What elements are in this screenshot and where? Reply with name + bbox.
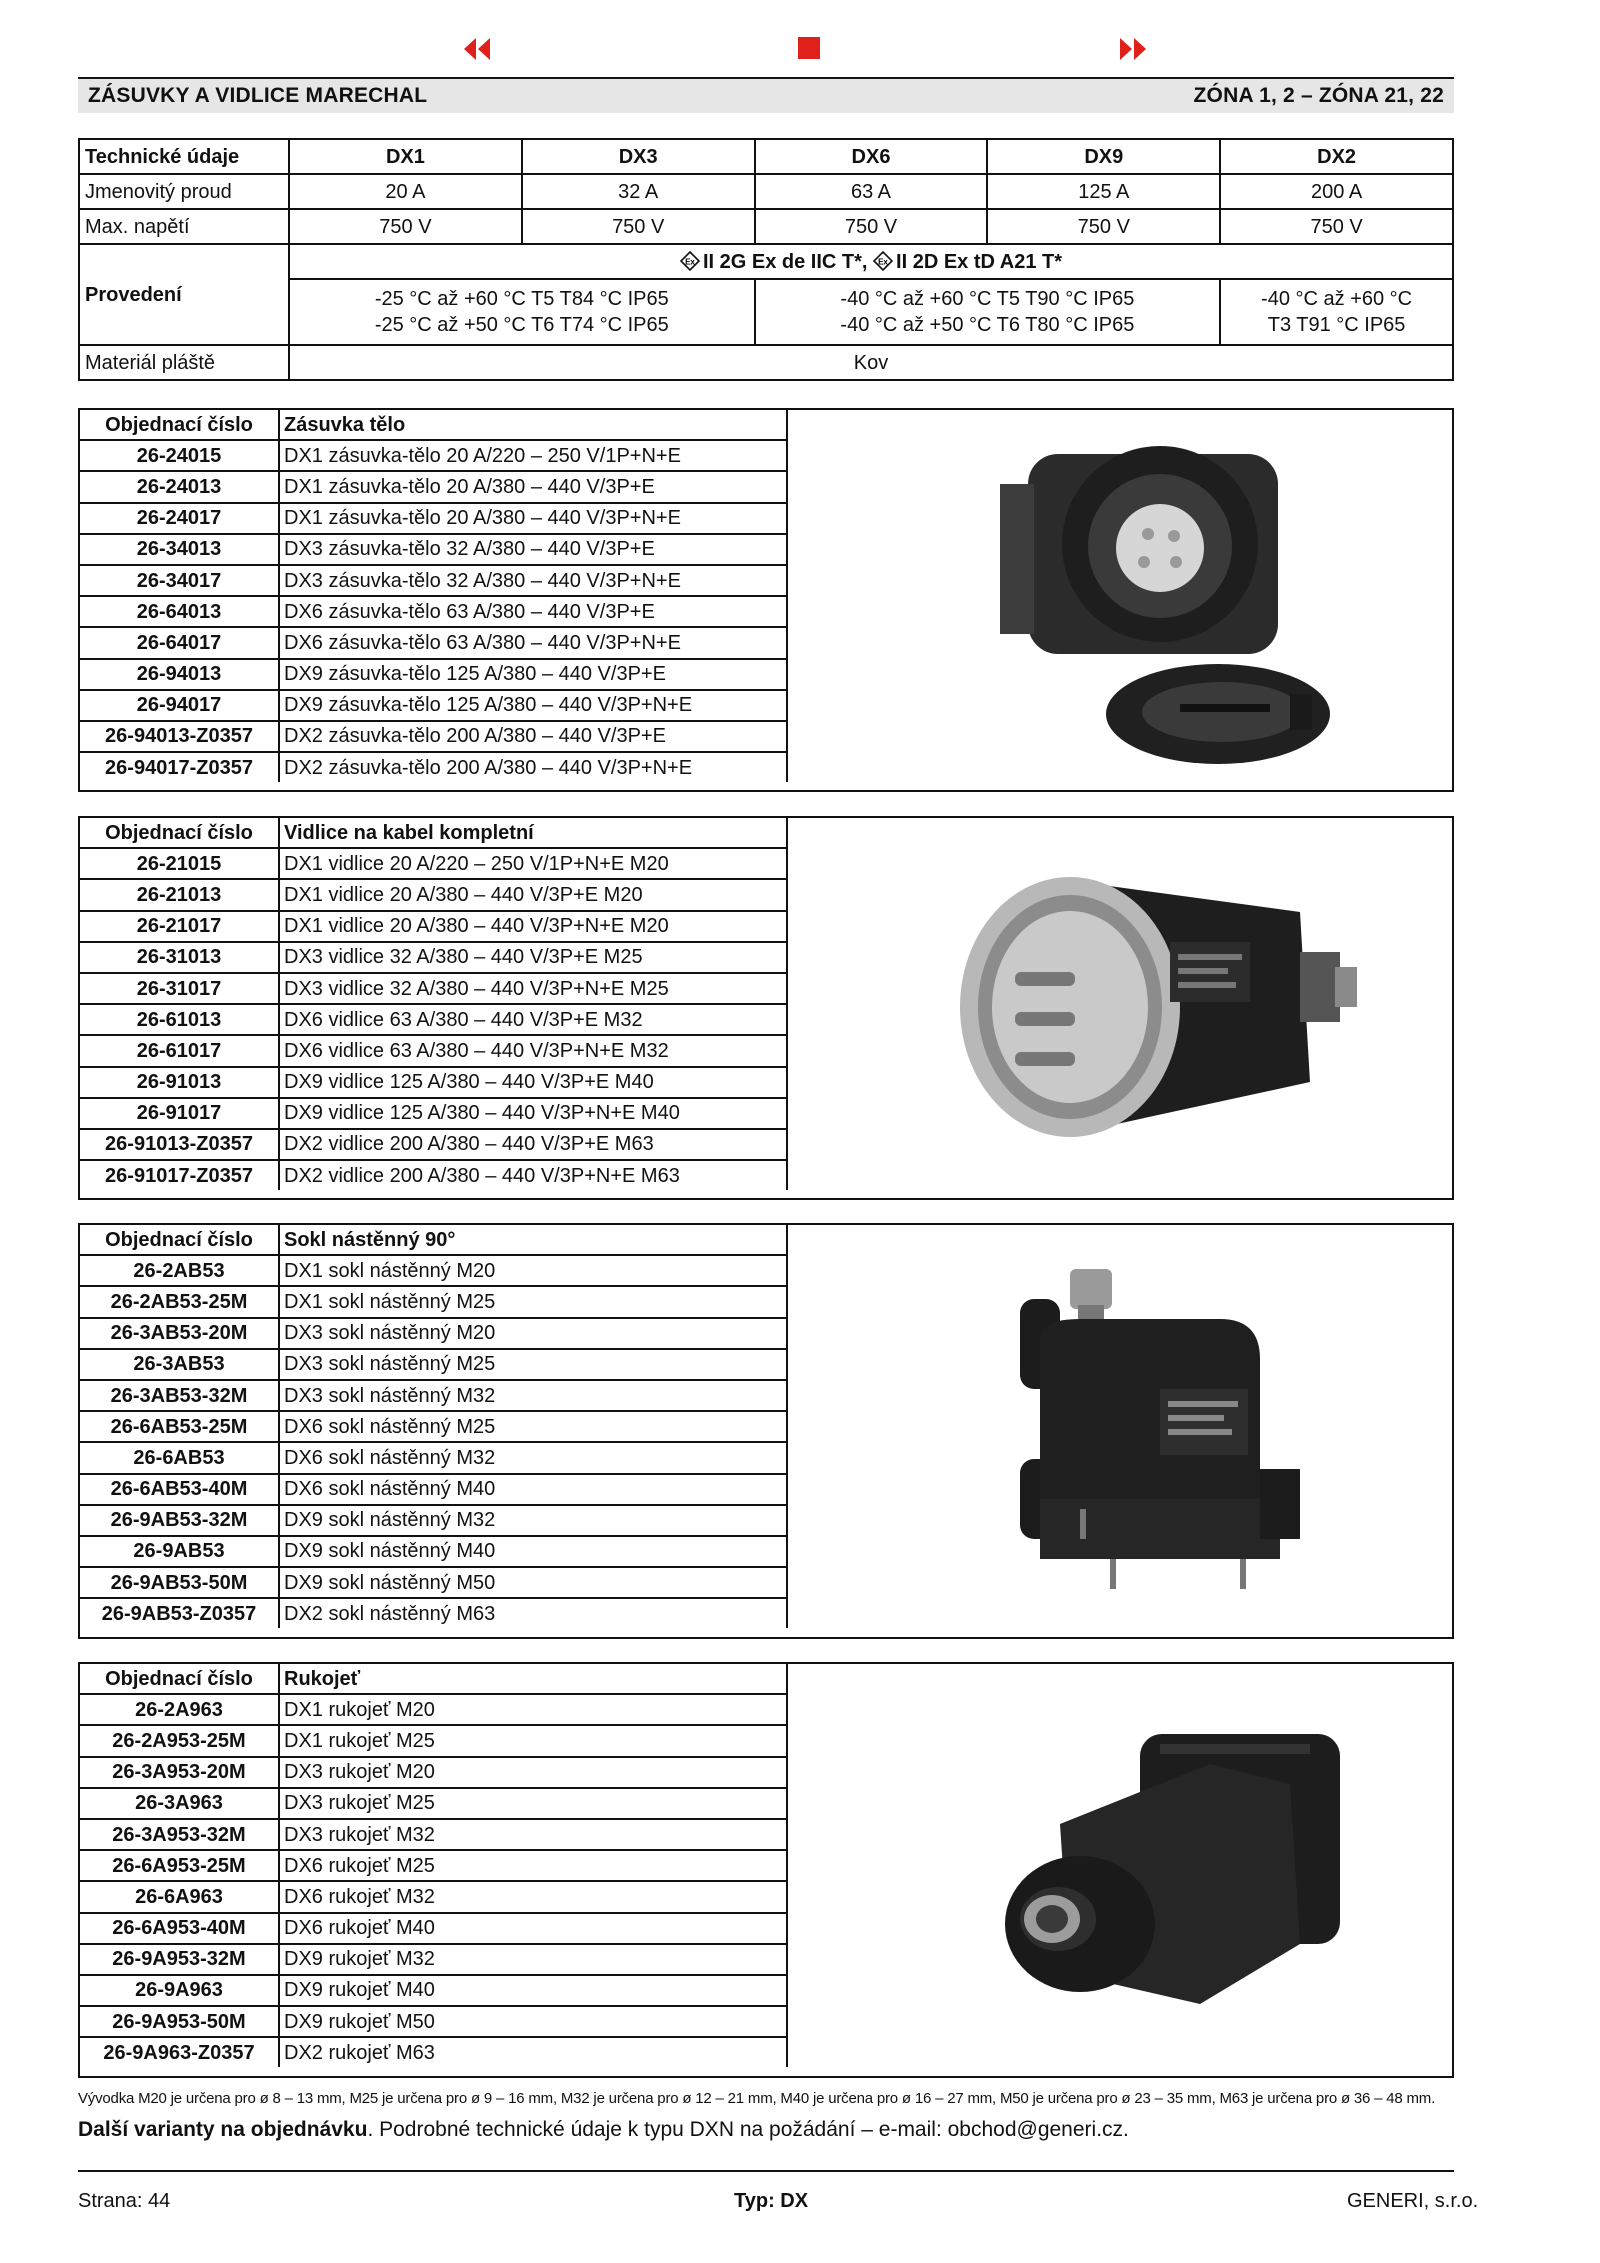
table-row xyxy=(80,1318,787,1349)
table-row xyxy=(80,1819,787,1850)
type-dx3: DX3 xyxy=(522,139,755,174)
order-code: 26-9AB53-32M xyxy=(80,1505,279,1536)
section-title-bar xyxy=(78,77,1454,113)
product-desc: DX1 sokl nástěnný M20 xyxy=(279,1255,787,1286)
type-dx6: DX6 xyxy=(755,139,988,174)
table-row xyxy=(80,1255,787,1286)
table-row xyxy=(80,721,787,752)
design-dx6-dx9 xyxy=(755,279,1221,345)
design-line: -40 °C až +60 °C T5 T90 °C IP65 xyxy=(840,288,1135,310)
product-desc: DX1 sokl nástěnný M25 xyxy=(279,1286,787,1317)
table-row xyxy=(80,1913,787,1944)
footer-company: GENERI, s.r.o. xyxy=(1347,2190,1479,2212)
order-code: 26-64017 xyxy=(80,627,279,658)
table-row xyxy=(80,1286,787,1317)
product-desc: DX2 vidlice 200 A/380 – 440 V/3P+E M63 xyxy=(279,1129,787,1160)
product-desc: DX2 vidlice 200 A/380 – 440 V/3P+N+E M63 xyxy=(279,1160,787,1190)
product-desc: DX6 sokl nástěnný M40 xyxy=(279,1474,787,1505)
spec-current-row xyxy=(79,174,1453,209)
page-navigation xyxy=(0,34,1600,68)
table-row xyxy=(80,848,787,879)
order-code: 26-94013-Z0357 xyxy=(80,721,279,752)
product-desc: DX9 vidlice 125 A/380 – 440 V/3P+N+E M40 xyxy=(279,1098,787,1129)
material-label: Materiál pláště xyxy=(79,345,289,380)
order-code: 26-9A953-50M xyxy=(80,2006,279,2037)
technical-specs-table xyxy=(78,138,1454,381)
product-desc: DX9 rukojeť M50 xyxy=(279,2006,787,2037)
design-line: T3 T91 °C IP65 xyxy=(1267,314,1406,336)
code-header: Objednací číslo xyxy=(80,818,279,848)
product-desc: DX3 sokl nástěnný M20 xyxy=(279,1318,787,1349)
table-row xyxy=(80,1725,787,1756)
table-row xyxy=(80,1129,787,1160)
ex-mark-icon xyxy=(680,251,700,271)
order-code: 26-24017 xyxy=(80,503,279,534)
table-row xyxy=(80,1160,787,1190)
design-line: -25 °C až +60 °C T5 T84 °C IP65 xyxy=(374,288,669,310)
table-row xyxy=(80,2006,787,2037)
spec-header-row xyxy=(79,139,1453,174)
product-desc: DX1 vidlice 20 A/380 – 440 V/3P+N+E M20 xyxy=(279,911,787,942)
product-desc: DX3 sokl nástěnný M32 xyxy=(279,1380,787,1411)
current-value: 32 A xyxy=(522,174,755,209)
current-label: Jmenovitý proud xyxy=(79,174,289,209)
design-label: Provedení xyxy=(79,244,289,345)
order-code: 26-61017 xyxy=(80,1035,279,1066)
footer-rule xyxy=(78,2170,1454,2172)
cable-gland-note: Vývodka M20 je určena pro ø 8 – 13 mm, M25 je určena pro ø 9 – 16 mm, M32 je určena pro ø 12 – 21 mm, M40 je určena pro ø 16 – 27 mm, M50 je určena pro ø 23 – 35 mm, M63 je určena pro ø 36 – 48 mm. xyxy=(78,2090,1436,2107)
order-code: 26-9AB53 xyxy=(80,1536,279,1567)
voltage-value: 750 V xyxy=(522,209,755,244)
order-code: 26-61013 xyxy=(80,1004,279,1035)
design-line: -40 °C až +50 °C T6 T80 °C IP65 xyxy=(840,314,1135,336)
table-row xyxy=(80,1788,787,1819)
voltage-value: 750 V xyxy=(289,209,522,244)
order-code: 26-6A953-25M xyxy=(80,1850,279,1881)
order-code: 26-34013 xyxy=(80,534,279,565)
current-value: 20 A xyxy=(289,174,522,209)
product-desc: DX3 sokl nástěnný M25 xyxy=(279,1349,787,1380)
more-variants-bold: Další varianty na objednávku xyxy=(78,2118,368,2141)
more-variants-text: . Podrobné technické údaje k typu DXN na požádání – e-mail: obchod@generi.cz. xyxy=(367,2118,1129,2141)
table-row xyxy=(80,1567,787,1598)
type-dx2: DX2 xyxy=(1220,139,1453,174)
order-code: 26-9A963 xyxy=(80,1975,279,2006)
table-row xyxy=(80,973,787,1004)
order-code: 26-91017-Z0357 xyxy=(80,1160,279,1190)
order-code: 26-2A953-25M xyxy=(80,1725,279,1756)
section-title: ZÁSUVKY A VIDLICE MARECHAL xyxy=(88,84,428,107)
stop-icon[interactable] xyxy=(794,34,824,64)
table-row xyxy=(80,1757,787,1788)
product-desc: DX6 vidlice 63 A/380 – 440 V/3P+N+E M32 xyxy=(279,1035,787,1066)
voltage-value: 750 V xyxy=(987,209,1220,244)
order-code: 26-91017 xyxy=(80,1098,279,1129)
table-row xyxy=(80,596,787,627)
order-code: 26-9AB53-Z0357 xyxy=(80,1598,279,1628)
product-desc: DX6 rukojeť M40 xyxy=(279,1913,787,1944)
order-code: 26-94017-Z0357 xyxy=(80,752,279,782)
spec-header-label: Technické údaje xyxy=(79,139,289,174)
product-desc: DX3 rukojeť M32 xyxy=(279,1819,787,1850)
order-code: 26-3AB53-20M xyxy=(80,1318,279,1349)
order-code: 26-21017 xyxy=(80,911,279,942)
wall-base-block xyxy=(78,1223,1454,1639)
design-dx1-dx3 xyxy=(289,279,755,345)
wall-base-table xyxy=(80,1225,788,1628)
order-code: 26-21015 xyxy=(80,848,279,879)
table-row xyxy=(80,1067,787,1098)
table-row xyxy=(80,1004,787,1035)
table-header-row xyxy=(80,410,787,440)
material-value: Kov xyxy=(289,345,1453,380)
design-dx2 xyxy=(1220,279,1453,345)
order-code: 26-9AB53-50M xyxy=(80,1567,279,1598)
order-code: 26-2A963 xyxy=(80,1694,279,1725)
handle-table xyxy=(80,1664,788,2067)
design-line: -25 °C až +50 °C T6 T74 °C IP65 xyxy=(374,314,669,336)
code-header: Objednací číslo xyxy=(80,1225,279,1255)
order-code: 26-6AB53-40M xyxy=(80,1474,279,1505)
product-desc: DX6 sokl nástěnný M32 xyxy=(279,1442,787,1473)
socket-block xyxy=(78,408,1454,792)
product-desc: DX3 vidlice 32 A/380 – 440 V/3P+E M25 xyxy=(279,942,787,973)
table-header-row xyxy=(80,1225,787,1255)
next-icon[interactable] xyxy=(1118,34,1148,64)
product-desc: DX3 rukojeť M20 xyxy=(279,1757,787,1788)
zone-title: ZÓNA 1, 2 – ZÓNA 21, 22 xyxy=(1193,84,1444,107)
code-header: Objednací číslo xyxy=(80,1664,279,1694)
order-code: 26-3A963 xyxy=(80,1788,279,1819)
product-desc: DX6 zásuvka-tělo 63 A/380 – 440 V/3P+N+E xyxy=(279,627,787,658)
table-row xyxy=(80,879,787,910)
product-desc: DX9 zásuvka-tělo 125 A/380 – 440 V/3P+N+E xyxy=(279,690,787,721)
order-code: 26-31013 xyxy=(80,942,279,973)
type-dx9: DX9 xyxy=(987,139,1220,174)
ex-marking-gas: II 2G Ex de IIC T*, xyxy=(702,250,868,273)
table-row xyxy=(80,1536,787,1567)
product-desc: DX1 zásuvka-tělo 20 A/220 – 250 V/1P+N+E xyxy=(279,440,787,471)
table-row xyxy=(80,1881,787,1912)
table-header-row xyxy=(80,1664,787,1694)
code-header: Objednací číslo xyxy=(80,410,279,440)
current-value: 125 A xyxy=(987,174,1220,209)
table-row xyxy=(80,1505,787,1536)
order-code: 26-9A953-32M xyxy=(80,1944,279,1975)
page-number: Strana: 44 xyxy=(78,2190,171,2212)
table-row xyxy=(80,1850,787,1881)
handle-product-image xyxy=(960,1724,1380,2024)
product-header: Zásuvka tělo xyxy=(279,410,787,440)
order-code: 26-2AB53 xyxy=(80,1255,279,1286)
product-desc: DX9 rukojeť M32 xyxy=(279,1944,787,1975)
product-desc: DX9 zásuvka-tělo 125 A/380 – 440 V/3P+E xyxy=(279,659,787,690)
product-desc: DX9 sokl nástěnný M40 xyxy=(279,1536,787,1567)
product-desc: DX6 vidlice 63 A/380 – 440 V/3P+E M32 xyxy=(279,1004,787,1035)
order-code: 26-94017 xyxy=(80,690,279,721)
plug-block xyxy=(78,816,1454,1200)
product-desc: DX3 zásuvka-tělo 32 A/380 – 440 V/3P+E xyxy=(279,534,787,565)
order-code: 26-6AB53-25M xyxy=(80,1411,279,1442)
voltage-value: 750 V xyxy=(755,209,988,244)
product-desc: DX1 vidlice 20 A/380 – 440 V/3P+E M20 xyxy=(279,879,787,910)
order-code: 26-94013 xyxy=(80,659,279,690)
table-row xyxy=(80,1098,787,1129)
product-desc: DX3 zásuvka-tělo 32 A/380 – 440 V/3P+N+E xyxy=(279,565,787,596)
table-row xyxy=(80,440,787,471)
table-row xyxy=(80,471,787,502)
prev-icon[interactable] xyxy=(462,34,492,64)
table-row xyxy=(80,690,787,721)
socket-table xyxy=(80,410,788,782)
order-code: 26-21013 xyxy=(80,879,279,910)
product-header: Rukojeť xyxy=(279,1664,787,1694)
product-desc: DX9 rukojeť M40 xyxy=(279,1975,787,2006)
footer-type: Typ: DX xyxy=(734,2190,809,2212)
table-row xyxy=(80,1474,787,1505)
table-row xyxy=(80,2037,787,2067)
product-desc: DX6 zásuvka-tělo 63 A/380 – 440 V/3P+E xyxy=(279,596,787,627)
handle-block xyxy=(78,1662,1454,2078)
product-desc: DX2 zásuvka-tělo 200 A/380 – 440 V/3P+N+E xyxy=(279,752,787,782)
table-row xyxy=(80,659,787,690)
product-desc: DX6 rukojeť M25 xyxy=(279,1850,787,1881)
product-desc: DX9 vidlice 125 A/380 – 440 V/3P+E M40 xyxy=(279,1067,787,1098)
order-code: 26-6A953-40M xyxy=(80,1913,279,1944)
table-row xyxy=(80,911,787,942)
spec-voltage-row xyxy=(79,209,1453,244)
table-row xyxy=(80,534,787,565)
product-desc: DX9 sokl nástěnný M32 xyxy=(279,1505,787,1536)
product-desc: DX3 rukojeť M25 xyxy=(279,1788,787,1819)
ex-marking-dust: II 2D Ex tD A21 T* xyxy=(896,250,1063,273)
voltage-value: 750 V xyxy=(1220,209,1453,244)
order-code: 26-24015 xyxy=(80,440,279,471)
spec-marking-row xyxy=(79,244,1453,279)
product-desc: DX1 vidlice 20 A/220 – 250 V/1P+N+E M20 xyxy=(279,848,787,879)
order-code: 26-6AB53 xyxy=(80,1442,279,1473)
order-code: 26-2AB53-25M xyxy=(80,1286,279,1317)
table-row xyxy=(80,1694,787,1725)
product-desc: DX1 zásuvka-tělo 20 A/380 – 440 V/3P+N+E xyxy=(279,503,787,534)
product-desc: DX6 rukojeť M32 xyxy=(279,1881,787,1912)
table-row xyxy=(80,1035,787,1066)
order-code: 26-6A963 xyxy=(80,1881,279,1912)
wall-base-product-image xyxy=(960,1269,1380,1609)
order-code: 26-91013-Z0357 xyxy=(80,1129,279,1160)
table-row xyxy=(80,565,787,596)
table-row xyxy=(80,503,787,534)
table-row xyxy=(80,1442,787,1473)
current-value: 200 A xyxy=(1220,174,1453,209)
table-row xyxy=(80,627,787,658)
table-row xyxy=(80,752,787,782)
order-code: 26-24013 xyxy=(80,471,279,502)
order-code: 26-64013 xyxy=(80,596,279,627)
order-code: 26-3A953-20M xyxy=(80,1757,279,1788)
table-row xyxy=(80,1380,787,1411)
order-code: 26-3A953-32M xyxy=(80,1819,279,1850)
spec-material-row xyxy=(79,345,1453,380)
table-header-row xyxy=(80,818,787,848)
product-desc: DX1 zásuvka-tělo 20 A/380 – 440 V/3P+E xyxy=(279,471,787,502)
order-code: 26-3AB53-32M xyxy=(80,1380,279,1411)
socket-product-image xyxy=(960,424,1380,774)
plug-product-image xyxy=(930,842,1400,1162)
product-desc: DX1 rukojeť M25 xyxy=(279,1725,787,1756)
product-desc: DX2 rukojeť M63 xyxy=(279,2037,787,2067)
product-desc: DX9 sokl nástěnný M50 xyxy=(279,1567,787,1598)
order-code: 26-34017 xyxy=(80,565,279,596)
order-code: 26-31017 xyxy=(80,973,279,1004)
order-code: 26-9A963-Z0357 xyxy=(80,2037,279,2067)
plug-table xyxy=(80,818,788,1190)
current-value: 63 A xyxy=(755,174,988,209)
product-header: Sokl nástěnný 90° xyxy=(279,1225,787,1255)
ex-mark-icon xyxy=(873,251,893,271)
table-row xyxy=(80,1411,787,1442)
order-code: 26-3AB53 xyxy=(80,1349,279,1380)
ex-marking xyxy=(289,244,1453,279)
svg-text:Ex: Ex xyxy=(878,257,888,266)
table-row xyxy=(80,1349,787,1380)
svg-text:Ex: Ex xyxy=(685,257,695,266)
product-header: Vidlice na kabel kompletní xyxy=(279,818,787,848)
product-desc: DX2 zásuvka-tělo 200 A/380 – 440 V/3P+E xyxy=(279,721,787,752)
table-row xyxy=(80,942,787,973)
table-row xyxy=(80,1975,787,2006)
product-desc: DX2 sokl nástěnný M63 xyxy=(279,1598,787,1628)
product-desc: DX1 rukojeť M20 xyxy=(279,1694,787,1725)
table-row xyxy=(80,1944,787,1975)
design-line: -40 °C až +60 °C xyxy=(1261,288,1413,310)
product-desc: DX3 vidlice 32 A/380 – 440 V/3P+N+E M25 xyxy=(279,973,787,1004)
table-row xyxy=(80,1598,787,1628)
voltage-label: Max. napětí xyxy=(79,209,289,244)
type-dx1: DX1 xyxy=(289,139,522,174)
order-code: 26-91013 xyxy=(80,1067,279,1098)
more-variants-note xyxy=(78,2118,1129,2142)
product-desc: DX6 sokl nástěnný M25 xyxy=(279,1411,787,1442)
